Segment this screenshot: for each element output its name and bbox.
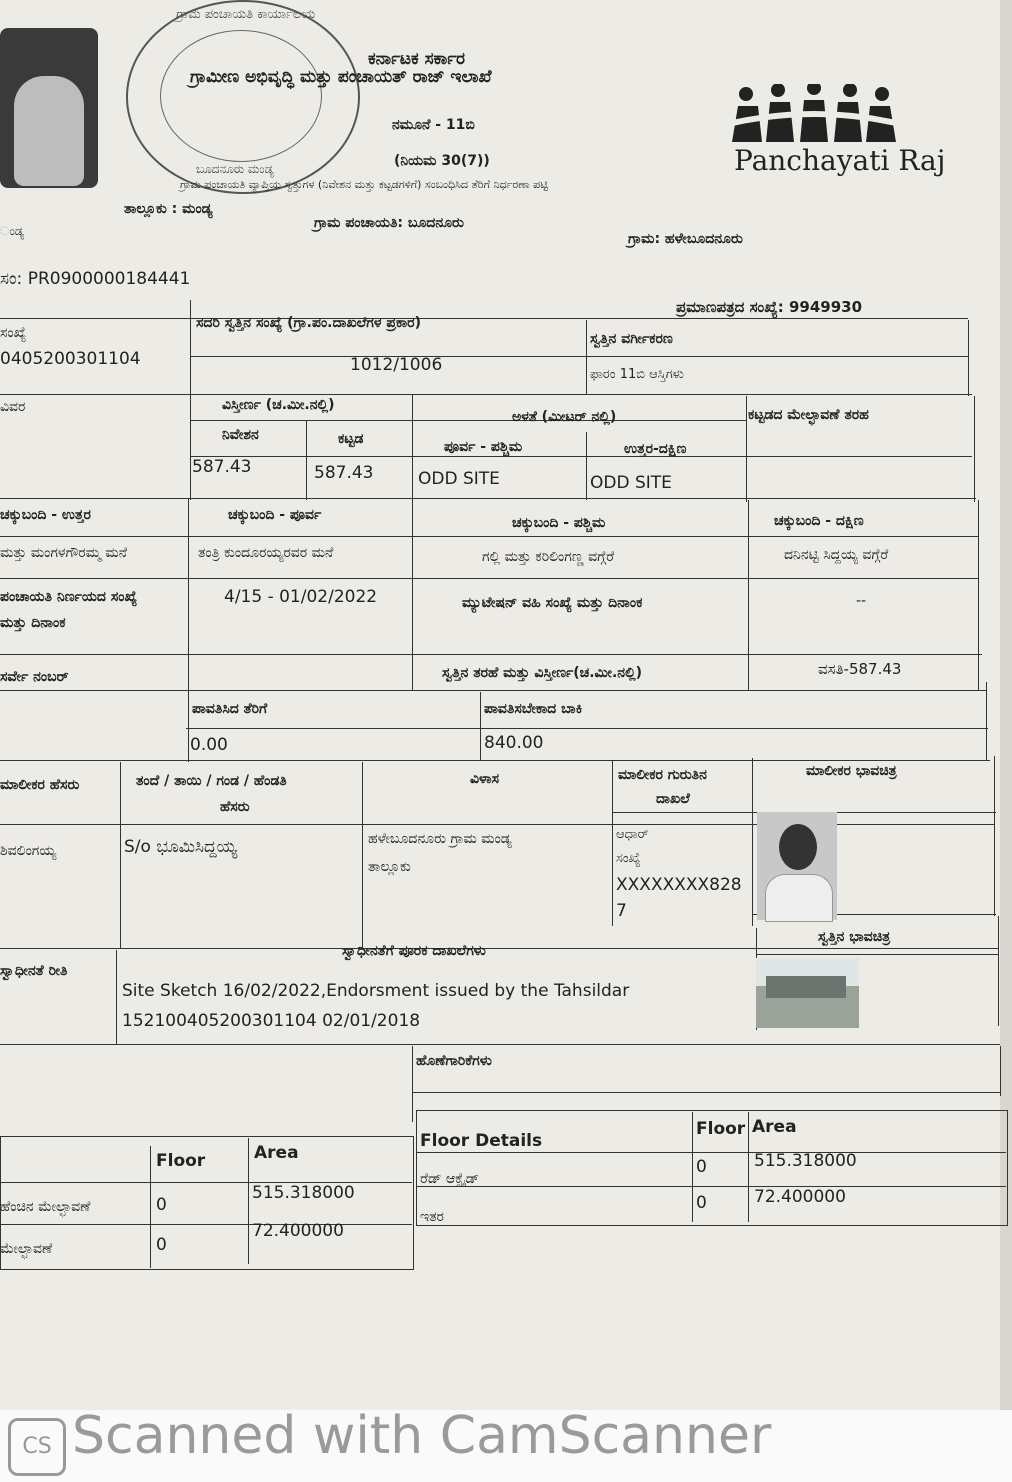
grid-line [978, 500, 979, 690]
east-west-label: ಪೂರ್ವ - ಪಶ್ಚಿಮ [444, 439, 523, 455]
grid-line [586, 320, 587, 394]
grid-line [248, 1138, 249, 1264]
camscanner-icon: CS [8, 1418, 66, 1476]
survey-number-label: ಸರ್ವೇ ನಂಬರ್ [0, 669, 69, 685]
grid-line [0, 654, 982, 655]
grid-line [748, 1112, 749, 1222]
mutation-value: -- [856, 593, 867, 609]
address-label: ವಿಳಾಸ [470, 771, 500, 787]
grid-line [480, 692, 481, 760]
owner-name-label: ಮಾಲೀಕರ ಹೆಸರು [0, 777, 80, 793]
grid-line [186, 728, 988, 729]
area-left-label: ವಿವರ [0, 399, 26, 415]
grid-line [974, 396, 975, 502]
floor-left-row2-area: 72.400000 [252, 1221, 344, 1241]
mutation-label: ಮ್ಯುಟೇಷನ್ ವಹಿ ಸಂಖ್ಯೆ ಮತ್ತು ದಿನಾಂಕ [462, 595, 643, 611]
floor-right-row2-floor: 0 [696, 1193, 707, 1213]
north-south-value: ODD SITE [590, 473, 672, 493]
gp-seal-inner-ring [160, 30, 322, 162]
site-label: ನಿವೇಶನ [222, 427, 259, 443]
grid-line [188, 498, 189, 762]
grid-line [0, 1224, 412, 1225]
property-photo [756, 958, 859, 1028]
area-label: ವಿಸ್ತೀರ್ಣ (ಚ.ಮೀ.ನಲ್ಲಿ) [222, 397, 335, 413]
boundary-west-label: ಚಕ್ಕುಬಂದಿ - ಪಶ್ಚಿಮ [512, 515, 606, 531]
tax-paid-label: ಪಾವತಿಸಿದ ತೆರಿಗೆ [192, 701, 268, 717]
pr-number: ಸಂ: PR0900000184441 [0, 269, 191, 289]
certificate-number: ಪ್ರಮಾಣಪತ್ರದ ಸಂಖ್ಯೆ: 9949930 [676, 298, 863, 316]
resolution-label-line2: ಮತ್ತು ದಿನಾಂಕ [0, 615, 66, 631]
relation-label-line2: ಹೆಸರು [220, 799, 250, 815]
classification-label: ಸ್ವತ್ತಿನ ವರ್ಗೀಕರಣ [590, 331, 673, 347]
header-subtitle: ಗ್ರಾಮ ಪಂಚಾಯತಿ ವ್ಯಾಪ್ತಿಯ ಸ್ವತ್ತುಗಳ (ನಿವೇಶನ ಮತ್ತು ಕಟ್ಟಡಗಳಿಗೆ) ಸಂಬಂಧಿಸಿದ ತೆರಿಗೆ ನಿರ್ಧರಣಾ ಪಟ್ಟಿ [180, 178, 549, 191]
tax-due-label: ಪಾವತಿಸಬೇಕಾದ ಬಾಕಿ [484, 701, 583, 717]
floor-right-row2-area: 72.400000 [754, 1187, 846, 1207]
id-line1: ಆಧಾರ್ [616, 827, 649, 842]
property-type-label: ಸ್ವತ್ತಿನ ತರಹೆ ಮತ್ತು ವಿಸ್ತೀರ್ಣ(ಚ.ಮೀ.ನಲ್ಲಿ) [442, 665, 643, 681]
floor-right-header-area: Area [752, 1117, 797, 1137]
id-line2: ಸಂಖ್ಯೆ [616, 851, 641, 866]
taluk: ತಾಲ್ಲೂಕು : ಮಂಡ್ಯ [124, 201, 213, 217]
liabilities-label: ಹೊಣೆಗಾರಿಕೆಗಳು [416, 1053, 492, 1069]
floor-left-header-area: Area [254, 1143, 299, 1163]
karnataka-emblem-icon [0, 28, 98, 188]
grid-line [994, 756, 995, 916]
id-line4: 7 [616, 901, 627, 921]
grid-line [412, 1092, 1000, 1093]
seal-text-bottom: ಬೂದನೂರು ಮಂಡ್ಯ [196, 162, 274, 176]
owner-name-value: ಶಿವಲಿಂಗಯ್ಯ [0, 843, 57, 859]
header-rule: (ನಿಯಮ 30(7)) [394, 153, 490, 169]
grid-line [0, 824, 994, 825]
resolution-value: 4/15 - 01/02/2022 [224, 587, 378, 607]
tax-paid-value: 0.00 [190, 735, 228, 755]
left-no-value: 0405200301104 [0, 349, 141, 369]
owner-photo [757, 812, 837, 920]
grid-line [752, 758, 753, 926]
grid-line [0, 318, 968, 319]
boundary-east-value: ತಂತ್ರಿ ಕುಂದೂರಯ್ಯರವರ ಮನೆ [198, 545, 334, 561]
grid-line [0, 948, 998, 949]
grid-line [0, 394, 972, 395]
dimension-label: ಅಳತೆ (ಮೀಟರ್ ನಲ್ಲಿ) [512, 409, 617, 425]
grid-line [612, 760, 613, 926]
east-west-value: ODD SITE [418, 469, 500, 489]
relation-value: S/o ಭೂಮಿಸಿದ್ದಯ್ಯ [124, 837, 238, 857]
grid-line [416, 1152, 1006, 1153]
possession-docs-label: ಸ್ವಾಧೀನತೆಗೆ ಪೂರಕ ದಾಖಲೆಗಳು [342, 943, 486, 959]
roof-type-label: ಕಟ್ಟಡದ ಮೇಲ್ಛಾವಣೆ ತರಹ [748, 407, 869, 423]
boundary-south-value: ದನಿನಟ್ಟಿ ಸಿದ್ದಯ್ಯ ವಗ್ಗೆರೆ [784, 547, 889, 563]
relation-label-line1: ತಂದೆ / ತಾಯಿ / ಗಂಡ / ಹೆಂಡತಿ [136, 773, 287, 789]
id-doc-label-line1: ಮಾಲೀಕರ ಗುರುತಿನ [618, 767, 707, 783]
grid-line [116, 950, 117, 1044]
grid-line [0, 498, 976, 499]
grid-line [0, 690, 986, 691]
boundary-east-label: ಚಕ್ಕುಬಂದಿ - ಪೂರ್ವ [228, 507, 322, 523]
header-govt: ಕರ್ನಾಟಕ ಸರ್ಕಾರ [368, 49, 466, 69]
owner-photo-label: ಮಾಲೀಕರ ಭಾವಚಿತ್ರ [806, 763, 897, 779]
site-area-value: 587.43 [192, 457, 252, 477]
header-department: ಗ್ರಾಮೀಣ ಅಭಿವೃದ್ಧಿ ಮತ್ತು ಪಂಚಾಯತ್ ರಾಜ್ ಇಲಾಖೆ [190, 67, 492, 87]
id-doc-label-line2: ದಾಖಲೆ [656, 791, 690, 807]
floor-left-header-floor: Floor [156, 1151, 206, 1171]
header-form-no: ನಮೂನೆ - 11ಬಿ [392, 117, 475, 133]
floor-right-header-floor: Floor [696, 1119, 746, 1139]
floor-left-row1-floor: 0 [156, 1195, 167, 1215]
boundary-south-label: ಚಕ್ಕುಬಂದಿ - ದಕ್ಷಿಣ [774, 513, 864, 529]
district-partial: ಂಡ್ಯ [0, 224, 25, 238]
building-label: ಕಟ್ಟಡ [338, 431, 364, 447]
grid-line [0, 760, 990, 761]
village: ಗ್ರಾಮ: ಹಳೇಬೂದನೂರು [628, 231, 743, 247]
grid-line [190, 300, 191, 500]
possession-docs-line1: Site Sketch 16/02/2022,Endorsment issued by the Tahsildar [122, 981, 630, 1001]
property-no-value: 1012/1006 [350, 355, 443, 375]
address-line2: ತಾಲ್ಲೂಕು [368, 859, 411, 875]
floor-details-title: Floor Details [420, 1131, 543, 1151]
floor-left-row1-label: ಹೆಂಚಿನ ಮೇಲ್ಛಾವಣೆ [0, 1199, 91, 1215]
grid-line [0, 1044, 1000, 1045]
grid-line [998, 916, 999, 1026]
grid-line [120, 762, 121, 948]
floor-right-row2-label: ಇತರ [420, 1209, 444, 1225]
property-no-label: ಸದರಿ ಸ್ವತ್ತಿನ ಸಂಖ್ಯೆ (ಗ್ರಾ.ಪಂ.ದಾಖಲೆಗಳ ಪ್ರಕಾರ) [196, 315, 421, 331]
floor-left-row1-area: 515.318000 [252, 1183, 355, 1203]
grid-line [746, 396, 747, 502]
floor-right-row1-area: 515.318000 [754, 1151, 857, 1171]
building-area-value: 587.43 [314, 463, 374, 483]
grid-line [412, 500, 413, 690]
grid-line [190, 456, 972, 457]
classification-value: ಫಾರಂ 11ಬಿ ಆಸ್ತಿಗಳು [590, 367, 684, 382]
address-line1: ಹಳೇಬೂದನೂರು ಗ್ರಾಮ ಮಂಡ್ಯ [368, 831, 512, 847]
floor-left-row2-label: ಮೇಲ್ಛಾವಣೆ [0, 1241, 53, 1257]
tax-due-value: 840.00 [484, 733, 544, 753]
property-type-value: ವಸತಿ-587.43 [818, 660, 902, 678]
boundary-north-value: ಮತ್ತು ಮಂಗಳಗೌರಮ್ಮ ಮನೆ [0, 545, 128, 561]
id-line3: XXXXXXXX828 [616, 875, 742, 895]
boundary-west-value: ಗಲ್ಲಿ ಮತ್ತು ಕರಿಲಿಂಗಣ್ಣ ವಗ್ಗೆರೆ [482, 549, 615, 565]
gram-panchayat: ಗ್ರಾಮ ಪಂಚಾಯತಿ: ಬೂದನೂರು [314, 215, 464, 231]
grid-line [756, 954, 998, 955]
seal-text-top: ಗ್ರಾಮ ಪಂಚಾಯತಿ ಕಾರ್ಯಾಲಯ [176, 7, 316, 22]
grid-line [968, 320, 969, 396]
grid-line [692, 1112, 693, 1222]
grid-line [190, 356, 968, 357]
grid-line [150, 1146, 151, 1268]
floor-right-row1-label: ರೆಡ್ ಆಕ್ಸೈಡ್ [420, 1171, 480, 1187]
grid-line [748, 500, 749, 690]
grid-line [0, 578, 978, 579]
grid-line [0, 536, 978, 537]
possession-docs-line2: 152100405200301104 02/01/2018 [122, 1011, 421, 1031]
property-photo-label: ಸ್ವತ್ತಿನ ಭಾವಚಿತ್ರ [818, 929, 891, 945]
grid-line [416, 1186, 1006, 1187]
grid-line [306, 420, 307, 500]
grid-line [362, 762, 363, 948]
north-south-label: ಉತ್ತರ-ದಕ್ಷಿಣ [624, 441, 687, 457]
panchayati-raj-text: Panchayati Raj [734, 144, 946, 177]
grid-line [586, 432, 587, 500]
possession-label: ಸ್ವಾಧೀನತೆ ರೀತಿ [0, 963, 68, 979]
camscanner-watermark: Scanned with CamScanner [72, 1406, 772, 1466]
grid-line [412, 394, 413, 500]
grid-line [190, 420, 746, 421]
floor-left-row2-floor: 0 [156, 1235, 167, 1255]
grid-line [412, 1046, 413, 1122]
panchayati-raj-logo-icon [728, 84, 900, 142]
left-no-label: ಸಂಖ್ಯೆ [0, 325, 27, 341]
grid-line [1000, 1046, 1001, 1096]
boundary-north-label: ಚಕ್ಕುಬಂದಿ - ಉತ್ತರ [0, 507, 91, 523]
resolution-label-line1: ಪಂಚಾಯತಿ ನಿರ್ಣಯದ ಸಂಖ್ಯೆ [0, 589, 138, 605]
floor-right-row1-floor: 0 [696, 1157, 707, 1177]
grid-line [986, 682, 987, 760]
